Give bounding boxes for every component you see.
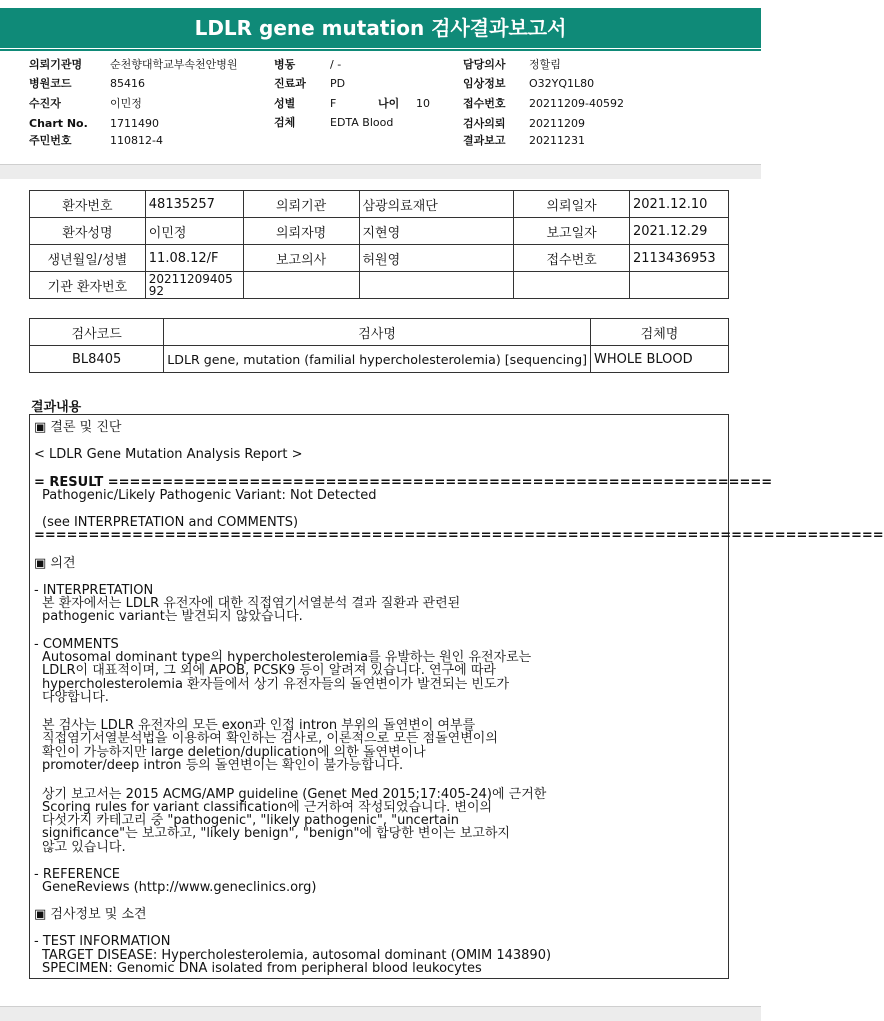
info-value: F: [330, 97, 337, 110]
table-row: [30, 272, 729, 299]
table-cell: 의뢰기관: [243, 191, 359, 218]
info-label: 주민번호: [29, 134, 72, 147]
info-value: 이민정: [110, 97, 142, 110]
comments-line: Scoring rules for variant classification에 근거하여 작성되었습니다. 변이의: [42, 800, 493, 815]
target-disease: TARGET DISEASE: Hypercholesterolemia, autosomal dominant (OMIM 143890): [42, 948, 552, 963]
opinion-heading: ▣ 의견: [34, 556, 76, 571]
info-value: 85416: [110, 77, 145, 90]
report-title: LDLR gene mutation 검사결과보고서: [0, 8, 761, 48]
conclusion-heading: ▣ 결론 및 진단: [34, 420, 122, 435]
table-cell: [243, 272, 359, 299]
reference-text: GeneReviews (http://www.geneclinics.org): [42, 880, 317, 895]
comments-line: 다섯가지 카테고리 중 "pathogenic", "likely pathogenic", "uncertain: [42, 813, 459, 828]
table-cell: 접수번호: [514, 245, 630, 272]
interpretation-line: pathogenic variant는 발견되지 않았습니다.: [42, 609, 303, 624]
info-label: 검사의뢰: [463, 117, 506, 130]
specimen: SPECIMEN: Genomic DNA isolated from peripheral blood leukocytes: [42, 961, 482, 976]
table-cell: 이민정: [145, 218, 243, 245]
result-line: = RESULT =============================================================: [34, 475, 773, 490]
table-cell: 의뢰자명: [243, 218, 359, 245]
info-value: / -: [330, 58, 342, 71]
info-label: 병원코드: [29, 77, 72, 90]
table-cell: 지현영: [359, 218, 514, 245]
table-cell: 보고일자: [514, 218, 630, 245]
table-cell: [359, 272, 514, 299]
interpretation-line: 본 환자에서는 LDLR 유전자에 대한 직접염기서열분석 결과 질환과 관련된: [42, 596, 461, 611]
table-cell: 48135257: [145, 191, 243, 218]
info-label: 담당의사: [463, 58, 506, 71]
info-label: 병동: [274, 58, 296, 71]
result-report: [29, 414, 884, 979]
info-value: PD: [330, 77, 346, 90]
header-divider: [0, 49, 761, 51]
comments-line: 확인이 가능하지만 large deletion/duplication에 의한 돌연변이나: [42, 745, 426, 760]
table-header: 검사명: [164, 319, 591, 346]
table-cell: 의뢰일자: [514, 191, 630, 218]
info-label: 진료과: [274, 77, 306, 90]
info-label: 결과보고: [463, 134, 506, 147]
see-line: (see INTERPRETATION and COMMENTS): [42, 515, 299, 530]
info-value: O32YQ1L80: [529, 77, 595, 90]
comments-line: hypercholesterolemia 환자들에서 상기 유전자들의 돌연변이가 발견되는 빈도가: [42, 677, 510, 692]
summary-table: [29, 190, 729, 299]
test-information-heading: - TEST INFORMATION: [34, 934, 171, 949]
comments-line: promoter/deep intron 등의 돌연변이는 확인이 불가능합니다.: [42, 758, 404, 773]
comments-line: 상기 보고서는 2015 ACMG/AMP guideline (Genet Med 2015;17:405-24)에 근거한: [42, 787, 547, 802]
result-section-title: 결과내용: [31, 400, 82, 415]
info-value: 정할림: [529, 58, 561, 71]
reference-heading: - REFERENCE: [34, 867, 121, 882]
section-separator: [0, 164, 761, 179]
table-row: [30, 346, 729, 373]
table-cell: 생년월일/성별: [30, 245, 146, 272]
result-value: Pathogenic/Likely Pathogenic Variant: Not Detected: [42, 488, 377, 503]
table-cell: [514, 272, 630, 299]
test-table: [29, 318, 729, 373]
table-cell: 11.08.12/F: [145, 245, 243, 272]
table-header: 검사코드: [30, 319, 164, 346]
info-label: 나이: [378, 97, 400, 110]
comments-line: 다양합니다.: [42, 690, 109, 705]
testinfo-heading: ▣ 검사정보 및 소견: [34, 907, 147, 922]
info-value: 110812-4: [110, 134, 163, 147]
table-cell: BL8405: [30, 346, 164, 373]
table-cell: WHOLE BLOOD: [591, 346, 729, 373]
table-cell: 환자성명: [30, 218, 146, 245]
report-subtitle: < LDLR Gene Mutation Analysis Report >: [34, 447, 303, 462]
table-cell: 2021.12.10: [629, 191, 728, 218]
table-cell: [629, 272, 728, 299]
table-cell: 20211209405 92: [145, 272, 243, 299]
comments-line: 않고 있습니다.: [42, 840, 126, 855]
comments-line: significance"는 보고하고, "likely benign", "benign"에 합당한 변이는 보고하지: [42, 826, 510, 841]
info-label: Chart No.: [29, 117, 88, 130]
info-value: 10: [416, 97, 430, 110]
table-cell: 기관 환자번호: [30, 272, 146, 299]
comments-line: 직접염기서열분석법을 이용하여 확인하는 검사로, 이론적으로 모든 점돌연변이의: [42, 731, 498, 746]
info-label: 임상정보: [463, 77, 506, 90]
info-value: 20211209-40592: [529, 97, 624, 110]
info-label: 검체: [274, 116, 296, 129]
table-cell: 2021.12.29: [629, 218, 728, 245]
info-label: 성별: [274, 97, 296, 110]
table-row: [30, 218, 729, 245]
table-cell: 환자번호: [30, 191, 146, 218]
table-cell: 보고의사: [243, 245, 359, 272]
comments-line: LDLR이 대표적이며, 그 외에 APOB, PCSK9 등이 알려져 있습니다. 연구에 따라: [42, 663, 496, 678]
info-value: EDTA Blood: [330, 116, 394, 129]
table-cell: LDLR gene, mutation (familial hypercholesterolemia) [sequencing]: [164, 346, 591, 373]
info-label: 접수번호: [463, 97, 506, 110]
info-value: 20211209: [529, 117, 585, 130]
info-label: 수진자: [29, 97, 61, 110]
page-footer-band: [0, 1006, 761, 1021]
table-cell: 삼광의료재단: [359, 191, 514, 218]
comments-line: 본 검사는 LDLR 유전자의 모든 exon과 인접 intron 부위의 돌연변이 여부를: [42, 718, 476, 733]
comments-heading: - COMMENTS: [34, 637, 119, 652]
table-row: [30, 245, 729, 272]
table-cell: 2113436953: [629, 245, 728, 272]
info-value: 1711490: [110, 117, 159, 130]
table-row: [30, 191, 729, 218]
table-header: 검체명: [591, 319, 729, 346]
interpretation-heading: - INTERPRETATION: [34, 583, 154, 598]
separator-line: ==============================================================================: [34, 528, 884, 543]
info-value: 20211231: [529, 134, 585, 147]
table-cell: 허원영: [359, 245, 514, 272]
comments-line: Autosomal dominant type의 hypercholesterolemia를 유발하는 원인 유전자로는: [42, 650, 532, 665]
info-value: 순천향대학교부속천안병원: [110, 58, 238, 71]
info-label: 의뢰기관명: [29, 58, 83, 71]
table-header-row: [30, 319, 729, 346]
